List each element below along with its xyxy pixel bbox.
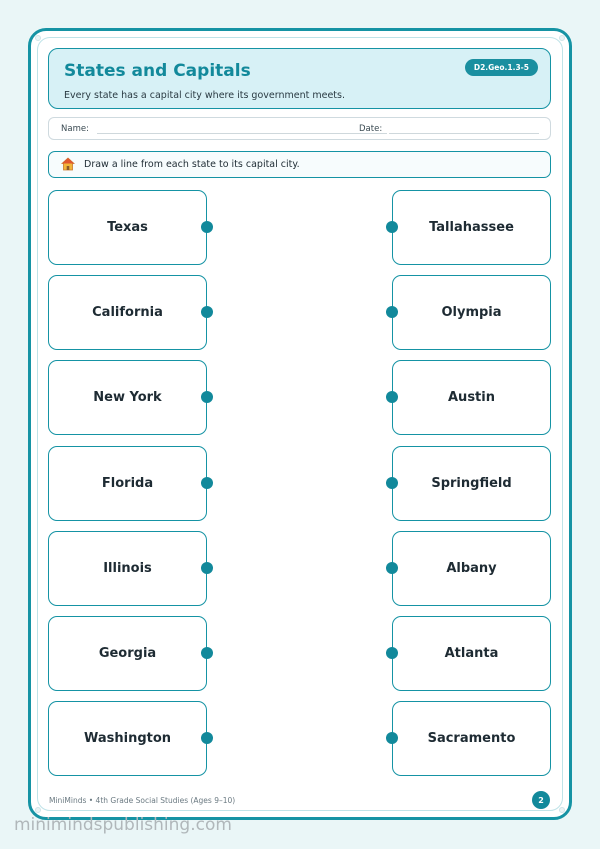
capital-card[interactable] (392, 360, 551, 435)
connection-dot[interactable] (386, 647, 398, 659)
corner-dot (559, 807, 565, 813)
capital-card[interactable] (392, 275, 551, 350)
name-label: Name: (61, 124, 89, 134)
state-card[interactable] (48, 360, 207, 435)
state-label: Washington (83, 731, 172, 747)
connection-dot[interactable] (386, 562, 398, 574)
connection-dot[interactable] (386, 221, 398, 233)
connection-dot[interactable] (201, 562, 213, 574)
connection-dot[interactable] (386, 477, 398, 489)
page-title: States and Capitals (64, 61, 251, 81)
capital-label: Albany (446, 560, 497, 576)
connection-dot[interactable] (386, 391, 398, 403)
capital-label: Atlanta (444, 646, 499, 661)
capital-label: Tallahassee (429, 220, 514, 235)
state-card[interactable] (48, 531, 207, 606)
state-label: New York (93, 390, 162, 406)
connection-dot[interactable] (201, 221, 213, 233)
watermark: minimindspublishing.com (14, 815, 232, 835)
state-card[interactable] (48, 446, 207, 521)
instructions-box (48, 151, 551, 178)
worksheet-header (48, 48, 551, 109)
capital-label: Springfield (431, 475, 512, 491)
corner-dot (35, 807, 41, 813)
state-label: Georgia (98, 646, 157, 661)
footer-text: MiniMinds • 4th Grade Social Studies (Ages 9–10) (49, 796, 236, 805)
state-card[interactable] (48, 275, 207, 350)
standard-code-badge: D2.Geo.1.3-5 (465, 59, 538, 76)
capital-label: Olympia (441, 305, 502, 321)
date-field[interactable] (389, 133, 539, 134)
capital-card[interactable] (392, 531, 551, 606)
state-label: Illinois (103, 560, 152, 576)
connection-dot[interactable] (201, 647, 213, 659)
state-card[interactable] (48, 701, 207, 776)
capital-label: Austin (448, 390, 495, 406)
page-number: 2 (532, 791, 550, 809)
name-field[interactable] (97, 133, 387, 134)
connection-dot[interactable] (386, 306, 398, 318)
page-subtitle: Every state has a capital city where its government meets. (64, 90, 346, 101)
state-label: Texas (107, 220, 148, 235)
state-label: California (92, 305, 163, 321)
capital-card[interactable] (392, 190, 551, 265)
connection-dot[interactable] (201, 477, 213, 489)
connection-dot[interactable] (386, 732, 398, 744)
capital-label: Sacramento (427, 731, 516, 747)
capital-card[interactable] (392, 701, 551, 776)
name-date-bar (48, 117, 551, 140)
house-icon (61, 157, 75, 171)
date-label: Date: (359, 124, 383, 134)
capital-card[interactable] (392, 446, 551, 521)
capital-card[interactable] (392, 616, 551, 691)
corner-dot (559, 35, 565, 41)
instructions-text: Draw a line from each state to its capital city. (84, 159, 300, 170)
corner-dot (35, 35, 41, 41)
state-card[interactable] (48, 616, 207, 691)
state-label: Florida (101, 475, 154, 491)
state-card[interactable] (48, 190, 207, 265)
